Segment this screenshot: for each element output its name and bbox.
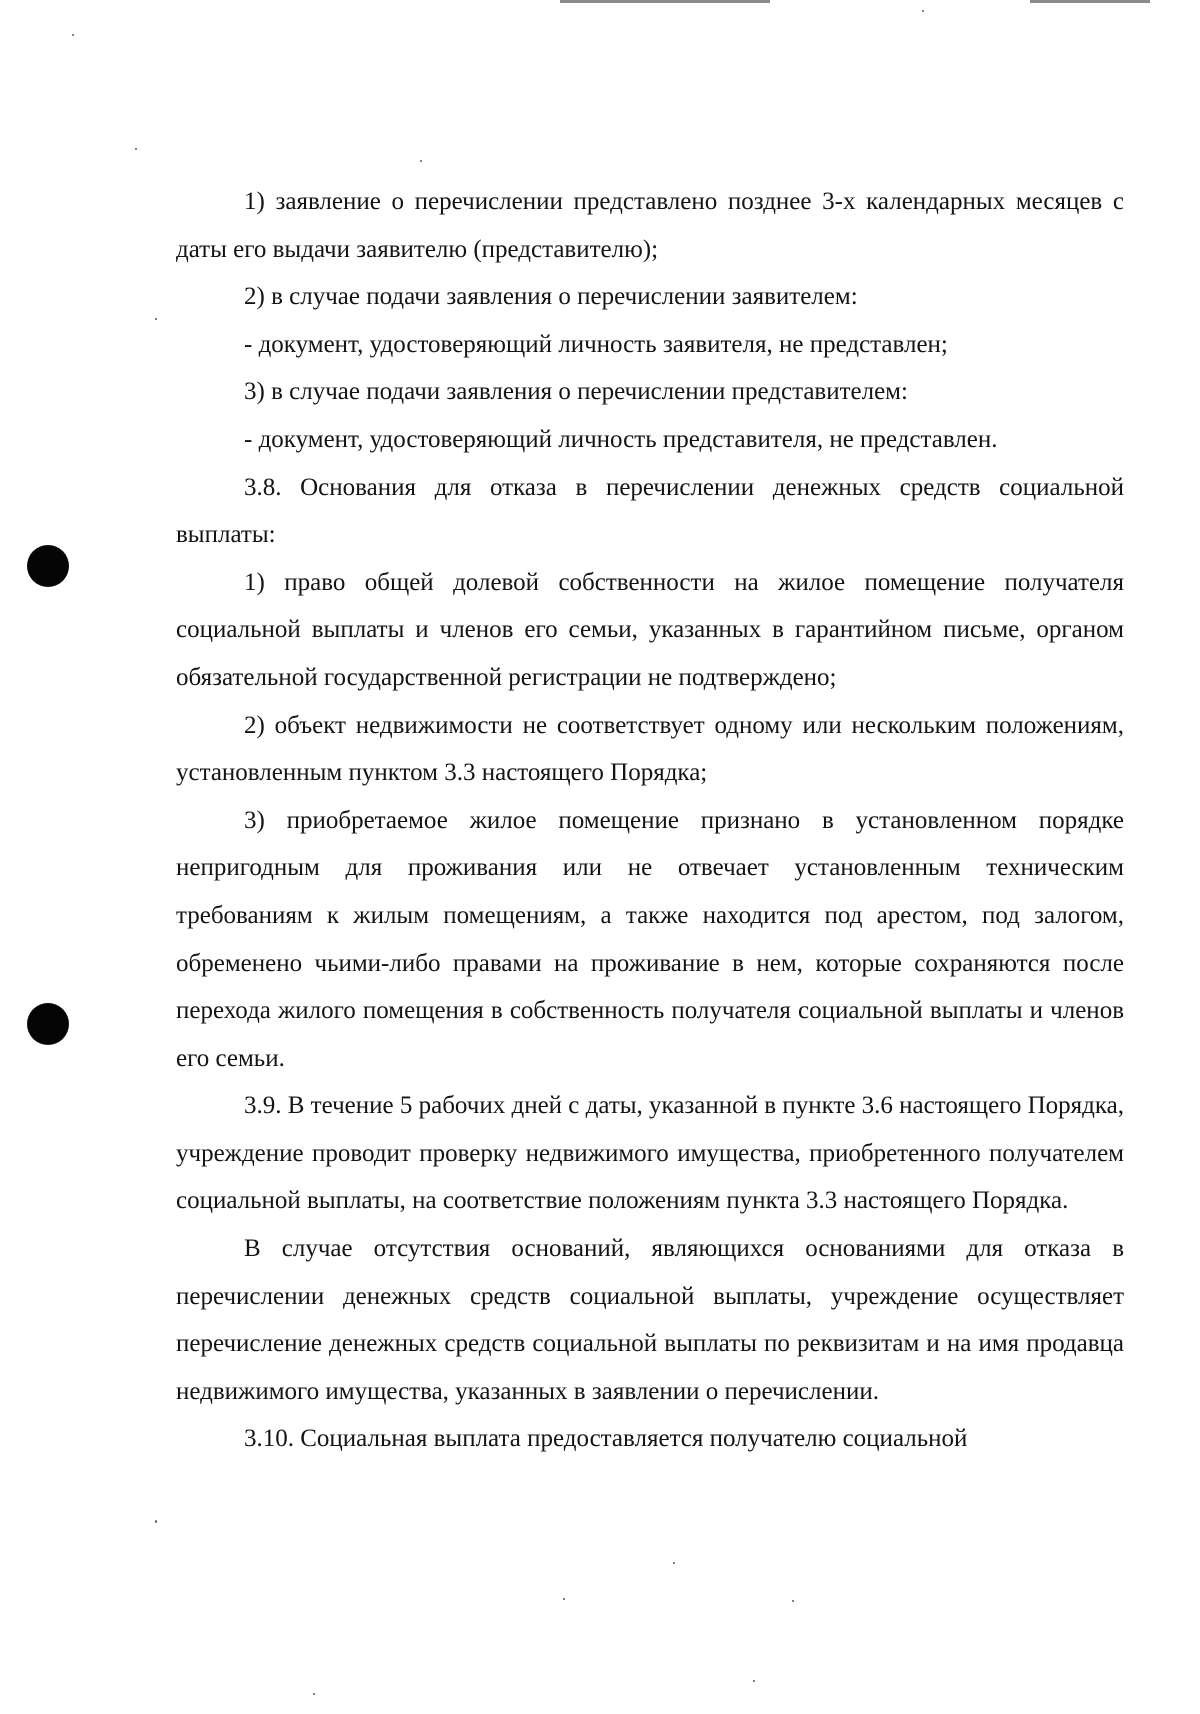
paragraph: 2) объект недвижимости не соответствует одному или нескольким положениям, установленным пунктом 3.3 настоящего Порядка; — [176, 711, 1124, 787]
paragraph: - документ, удостоверяющий личность представителя, не представлен. — [244, 425, 998, 453]
scan-speck — [563, 1598, 565, 1600]
scan-top-edge-mark — [1030, 0, 1150, 3]
punch-hole — [27, 545, 69, 587]
paragraph: 3.8. Основания для отказа в перечислении денежных средств социальной выплаты: — [176, 473, 1124, 549]
scan-speck — [135, 148, 137, 150]
paragraph: В случае отсутствия оснований, являющихся основаниями для отказа в перечислении денежных средств социальной выплаты, учреждение осуществляет перечисление денежных средств социальной выплаты по реквизитам и на имя продавца недвижимого имущества, указанных в заявлении о перечислении. — [176, 1235, 1124, 1405]
paragraph: 2) в случае подачи заявления о перечислении заявителем: — [244, 283, 858, 311]
paragraph: 1) заявление о перечислении представлено позднее 3-х календарных месяцев с даты его выдачи заявителю (представителю); — [176, 188, 1124, 263]
paragraph: 3) в случае подачи заявления о перечислении представителем: — [244, 378, 908, 406]
punch-hole — [27, 1003, 69, 1045]
paragraph: 1) право общей долевой собственности на жилое помещение получателя социальной выплаты и членов его семьи, указанных в гарантийном письме, органом обязательной государственной регистрации не подтверждено; — [176, 568, 1124, 691]
paragraph: 3.10. Социальная выплата предоставляется получателю социальной — [244, 1425, 968, 1453]
scan-speck — [155, 318, 157, 320]
scan-speck — [792, 1600, 794, 1602]
paragraph: 3.9. В течение 5 рабочих дней с даты, указанной в пункте 3.6 настоящего Порядка, учреждение проводит проверку недвижимого имущества, приобретенного получателем социальной выплаты, на соответствие положениям пункта 3.3 настоящего Порядка. — [176, 1092, 1124, 1215]
scan-speck — [753, 1680, 755, 1682]
scan-speck — [313, 1693, 315, 1695]
scan-speck — [72, 34, 74, 36]
document-body — [176, 178, 1124, 1463]
paragraph: - документ, удостоверяющий личность заявителя, не представлен; — [244, 330, 948, 358]
paragraph: 3) приобретаемое жилое помещение признано в установленном порядке непригодным для проживания или не отвечает установленным техническим требованиям к жилым помещениям, а также находится под арестом, под залогом, обременено чьими-либо правами на проживание в нем, которые сохраняются после перехода жилого помещения в собственность получателя социальной выплаты и членов его семьи. — [176, 806, 1124, 1072]
scan-speck — [922, 10, 924, 12]
scan-top-edge-mark — [560, 0, 770, 3]
scan-speck — [673, 1562, 675, 1564]
scan-speck — [420, 160, 422, 162]
scan-speck — [155, 1520, 157, 1523]
